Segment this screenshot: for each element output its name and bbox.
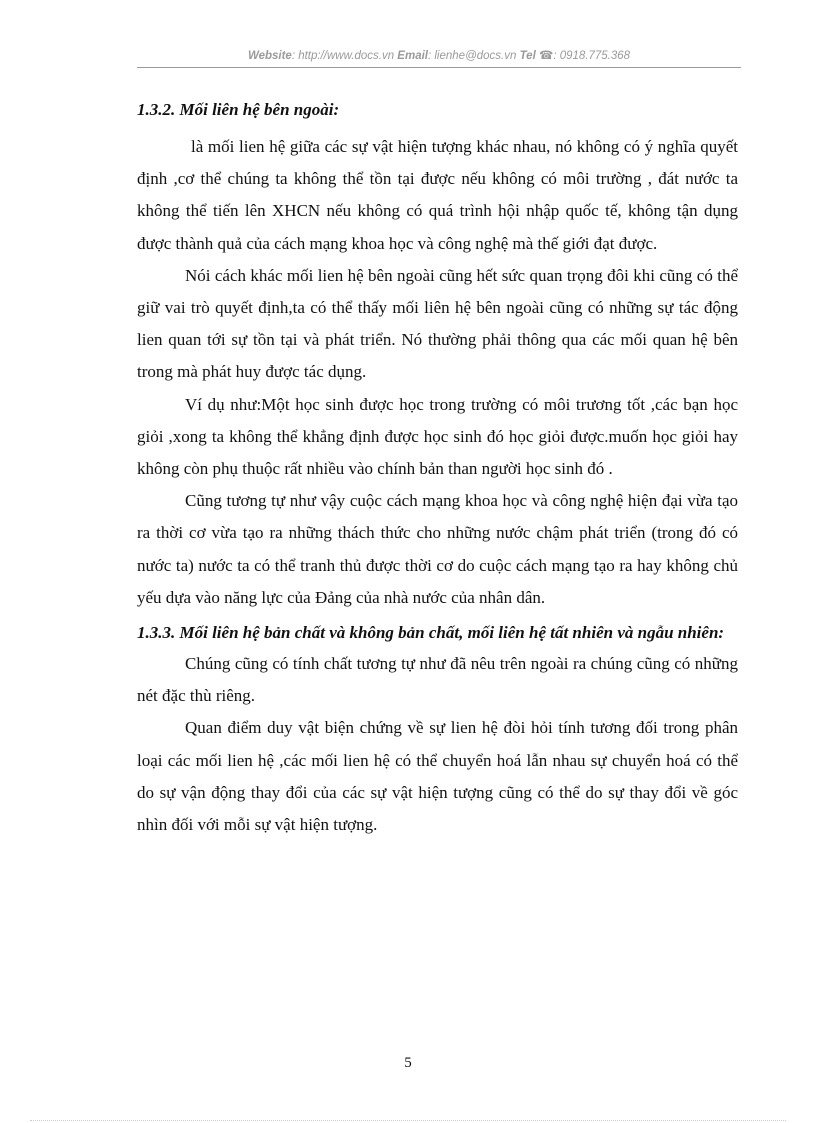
- website-value: : http://www.docs.vn: [291, 50, 395, 62]
- website-label: Website: [247, 50, 292, 62]
- page-header: [137, 48, 741, 66]
- page-number: 5: [404, 1055, 412, 1071]
- tel-value: : 0918.775.368: [553, 50, 631, 62]
- paragraph: Chúng cũng có tính chất tương tự như đã nêu trên ngoài ra chúng cũng có những nét đặc thù riêng.: [137, 654, 738, 706]
- paragraph: Cũng tương tự như vậy cuộc cách mạng khoa học và công nghệ hiện đại vừa tạo ra thời cơ vừa tạo ra những thách thức cho những nước chậm phát triển (trong đó có nước ta) nước ta có thể tranh thủ được thời cơ do cuộc cách mạng tạo ra hay không chủ yếu dựa vào năng lực của Đảng của nhà nước của nhân dân.: [137, 491, 738, 607]
- section-heading-1-3-2: 1.3.2. Mối liên hệ bên ngoài:: [137, 100, 340, 119]
- paragraph: Quan điểm duy vật biện chứng về sự lien hệ đòi hỏi tính tương đối trong phân loại các mối lien hệ ,các mối lien hệ có thể chuyển hoá lẫn nhau sự chuyển hoá có thể do sự vận động thay đổi của các sự vật hiện tượng cũng có thể do sự thay đổi về góc nhìn đối với mỗi sự vật hiện tượng.: [137, 718, 738, 835]
- paragraph: Nói cách khác mối lien hệ bên ngoài cũng hết sức quan trọng đôi khi cũng có thể giữ vai trò quyết định,ta có thể thấy mối liên hệ bên ngoài cũng có những sự tác động lien quan tới sự tồn tại và phát triển. Nó thường phải thông qua các mối quan hệ bên trong mà phát huy được tác dụng.: [137, 265, 738, 382]
- page-content: [137, 94, 738, 841]
- paragraph: Ví dụ như:Một học sinh được học trong trường có môi trương tốt ,các bạn học giỏi ,xong ta không thể khẳng định được học sinh đó học giỏi được.muốn học giỏi hay không còn phụ thuộc rất nhiều vào chính bản than người học sinh đó .: [137, 394, 738, 479]
- page-bottom-border: [30, 1120, 786, 1121]
- header-divider: [137, 67, 741, 68]
- tel-label: Tel: [519, 50, 536, 62]
- paragraph: là mối lien hệ giữa các sự vật hiện tượng khác nhau, nó không có ý nghĩa quyết định ,cơ thể chúng ta không thể tồn tại được nếu không có môi trường , đát nước ta không thể tiến lên XHCN nếu không có quá trình hội nhập quốc tế, không tận dụng được thành quả của cách mạng khoa học và công nghệ mà thế giới đạt được.: [137, 137, 738, 253]
- email-label: Email: [397, 50, 428, 62]
- phone-icon: ☎: [538, 50, 554, 62]
- email-value: : lienhe@docs.vn: [427, 50, 517, 62]
- section-heading-1-3-3: 1.3.3. Mối liên hệ bản chất và không bản chất, mối liên hệ tất nhiên và ngẫu nhiên:: [137, 623, 725, 643]
